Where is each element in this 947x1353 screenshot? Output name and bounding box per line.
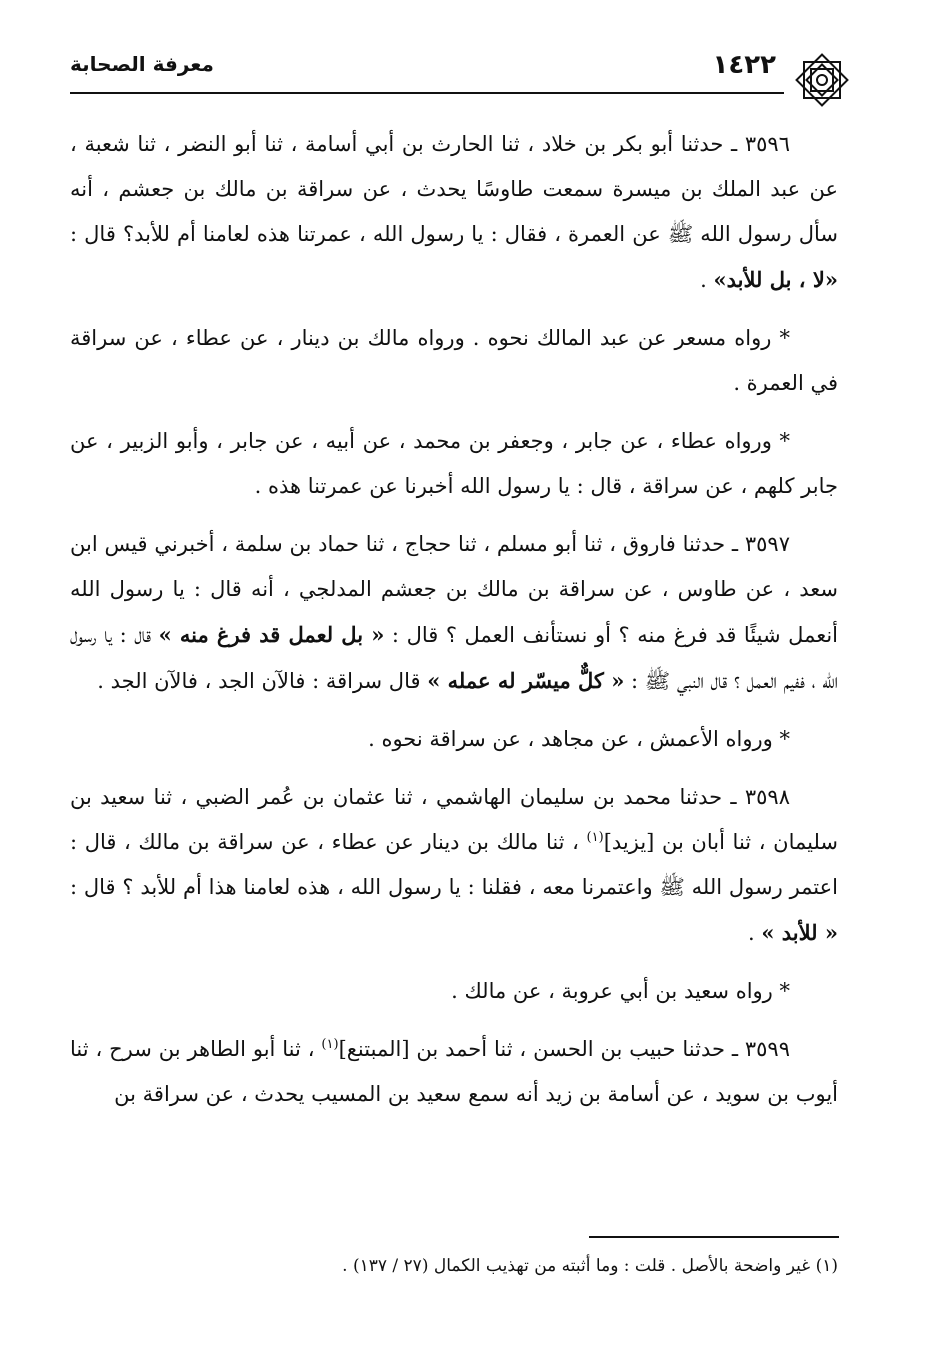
text-run: . (700, 268, 714, 292)
footnote-marker: (١) (586, 830, 604, 845)
paragraph (70, 717, 838, 762)
hadith-quote: « بل لعمل قد فرغ منه » (158, 622, 385, 647)
footnote-marker: (١) (321, 1037, 339, 1052)
paragraph (70, 1027, 838, 1117)
text-run: قال : يا رسول الله ، ففيم العمل ؟ قال النبي ﷺ : (70, 623, 838, 693)
text-run: * رواه سعيد بن أبي عروبة ، عن مالك . (451, 979, 790, 1003)
text-run: * ورواه الأعمش ، عن مجاهد ، عن سراقة نحوه . (368, 727, 790, 751)
hadith-quote: « للأبد » (761, 920, 838, 945)
running-book-title: معرفة الصحابة (70, 52, 214, 76)
header-divider (70, 92, 784, 94)
paragraph (70, 522, 838, 704)
text-run: ٣٥٩٧ ـ حدثنا فاروق ، ثنا أبو مسلم ، ثنا حجاج ، ثنا حماد بن سلمة ، أخبرني قيس ابن سعد ، عن طاوس ، عن سراقة بن مالك بن جعشم المدلجي ، أنه قال : يا رسول الله أنعمل شيئًا قد فرغ منه ؟ أو نستأنف العمل ؟ قال : (70, 532, 839, 647)
text-run: * ورواه عطاء ، عن جابر ، وجعفر بن محمد ، عن أبيه ، عن جابر ، وأبو الزبير ، عن جابر كلهم ، عن سراقة ، قال : يا رسول الله أخبرنا عن عمرتنا هذه . (70, 429, 838, 498)
footnote-divider (589, 1236, 839, 1238)
text-run: ٣٥٩٦ ـ حدثنا أبو بكر بن خلاد ، ثنا الحارث بن أبي أسامة ، ثنا أبو النضر ، ثنا شعبة ، عن عبد الملك بن ميسرة سمعت طاوسًا يحدث ، عن سراقة بن مالك بن جعشم ، أنه سأل رسول الله ﷺ عن العمرة ، فقال : يا رسول الله ، عمرتنا هذه لعامنا أم للأبد؟ قال : (70, 132, 838, 246)
hadith-quote: « كلٌّ ميسّر له عمله » (427, 668, 625, 693)
page-header (70, 40, 840, 100)
paragraph (70, 316, 838, 406)
main-text (70, 122, 838, 1130)
text-run: * رواه مسعر عن عبد المالك نحوه . ورواه مالك بن دينار ، عن عطاء ، عن سراقة في العمرة . (70, 326, 838, 395)
text-run: ٣٥٩٩ ـ حدثنا حبيب بن الحسن ، ثنا أحمد بن [المبتنع] (338, 1037, 790, 1061)
paragraph (70, 775, 838, 956)
paragraph (70, 122, 838, 303)
text-run: . (747, 921, 762, 945)
paragraph (70, 969, 838, 1014)
paragraph (70, 419, 838, 509)
text-run: ، ثنا مالك بن دينار عن عطاء ، عن سراقة بن مالك ، قال : اعتمر رسول الله ﷺ واعتمرنا معه ، فقلنا : يا رسول الله ، هذه لعامنا هذا أم للأبد ؟ قال : (70, 830, 838, 899)
text-run: قال سراقة : فالآن الجد ، فالآن الجد . (97, 669, 428, 693)
hadith-quote: «لا ، بل للأبد» (713, 267, 838, 292)
page-number: ١٤٢٢ (712, 50, 776, 80)
eight-point-star-ornament-icon (790, 48, 854, 112)
footnote-1: (١) غير واضحة بالأصل . قلت : وما أثبته من تهذيب الكمال (٢٧ / ١٣٧) . (342, 1256, 838, 1276)
text-run: ، ثنا أبو الطاهر بن سرح ، ثنا أيوب بن سويد ، عن أسامة بن زيد أنه سمع سعيد بن المسيب يحدث ، عن سراقة بن (70, 1037, 838, 1106)
text-run: ٣٥٩٨ ـ حدثنا محمد بن سليمان الهاشمي ، ثنا عثمان بن عُمر الضبي ، ثنا سعيد بن سليمان ، ثنا أبان بن [يزيد] (70, 785, 838, 854)
